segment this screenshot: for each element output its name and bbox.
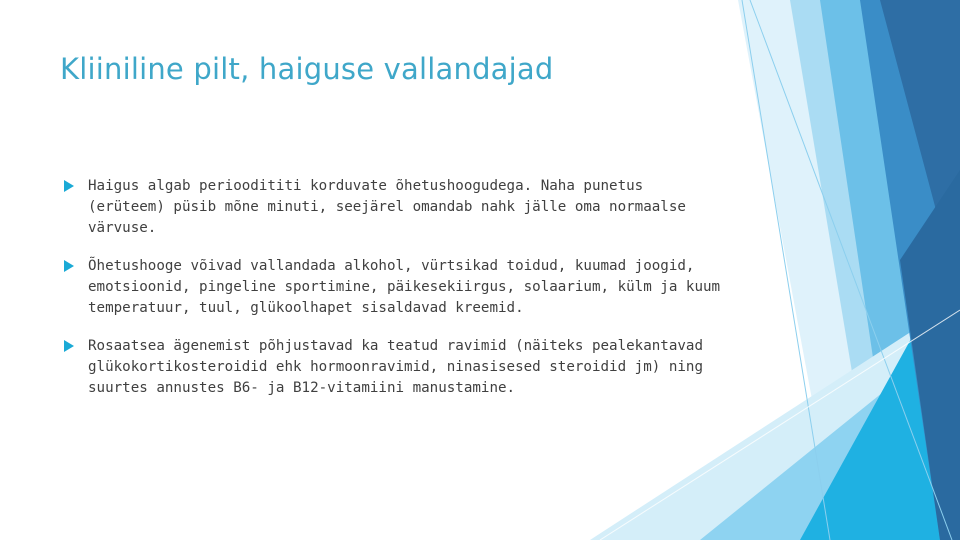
bullet-list xyxy=(64,176,724,416)
slide-title: Kliiniline pilt, haiguse vallandajad xyxy=(60,52,554,86)
bullet-text: Õhetushooge võivad vallandada alkohol, vürtsikad toidud, kuumad joogid, emotsioonid, pingeline sportimine, päikesekiirgus, solaarium, külm ja kuum temperatuur, tuul, glükoolhapet sisaldavad kreemid. xyxy=(88,258,721,316)
bullet-item xyxy=(64,336,724,399)
bullet-item xyxy=(64,176,724,239)
bullet-arrow-icon xyxy=(64,260,74,272)
bullet-text: Haigus algab perioodititi korduvate õhetushoogudega. Naha punetus (erüteem) püsib mõne minuti, seejärel omandab nahk jälle oma normaalse värvuse. xyxy=(88,178,686,236)
bullet-item xyxy=(64,256,724,319)
bullet-text: Rosaatsea ägenemist põhjustavad ka teatud ravimid (näiteks pealekantavad glükokortikosteroidid ehk hormoonravimid, ninasisesed steroidid jm) ning suurtes annustes B6- ja B12-vitamiini manustamine. xyxy=(88,338,703,396)
bullet-arrow-icon xyxy=(64,180,74,192)
bullet-arrow-icon xyxy=(64,340,74,352)
